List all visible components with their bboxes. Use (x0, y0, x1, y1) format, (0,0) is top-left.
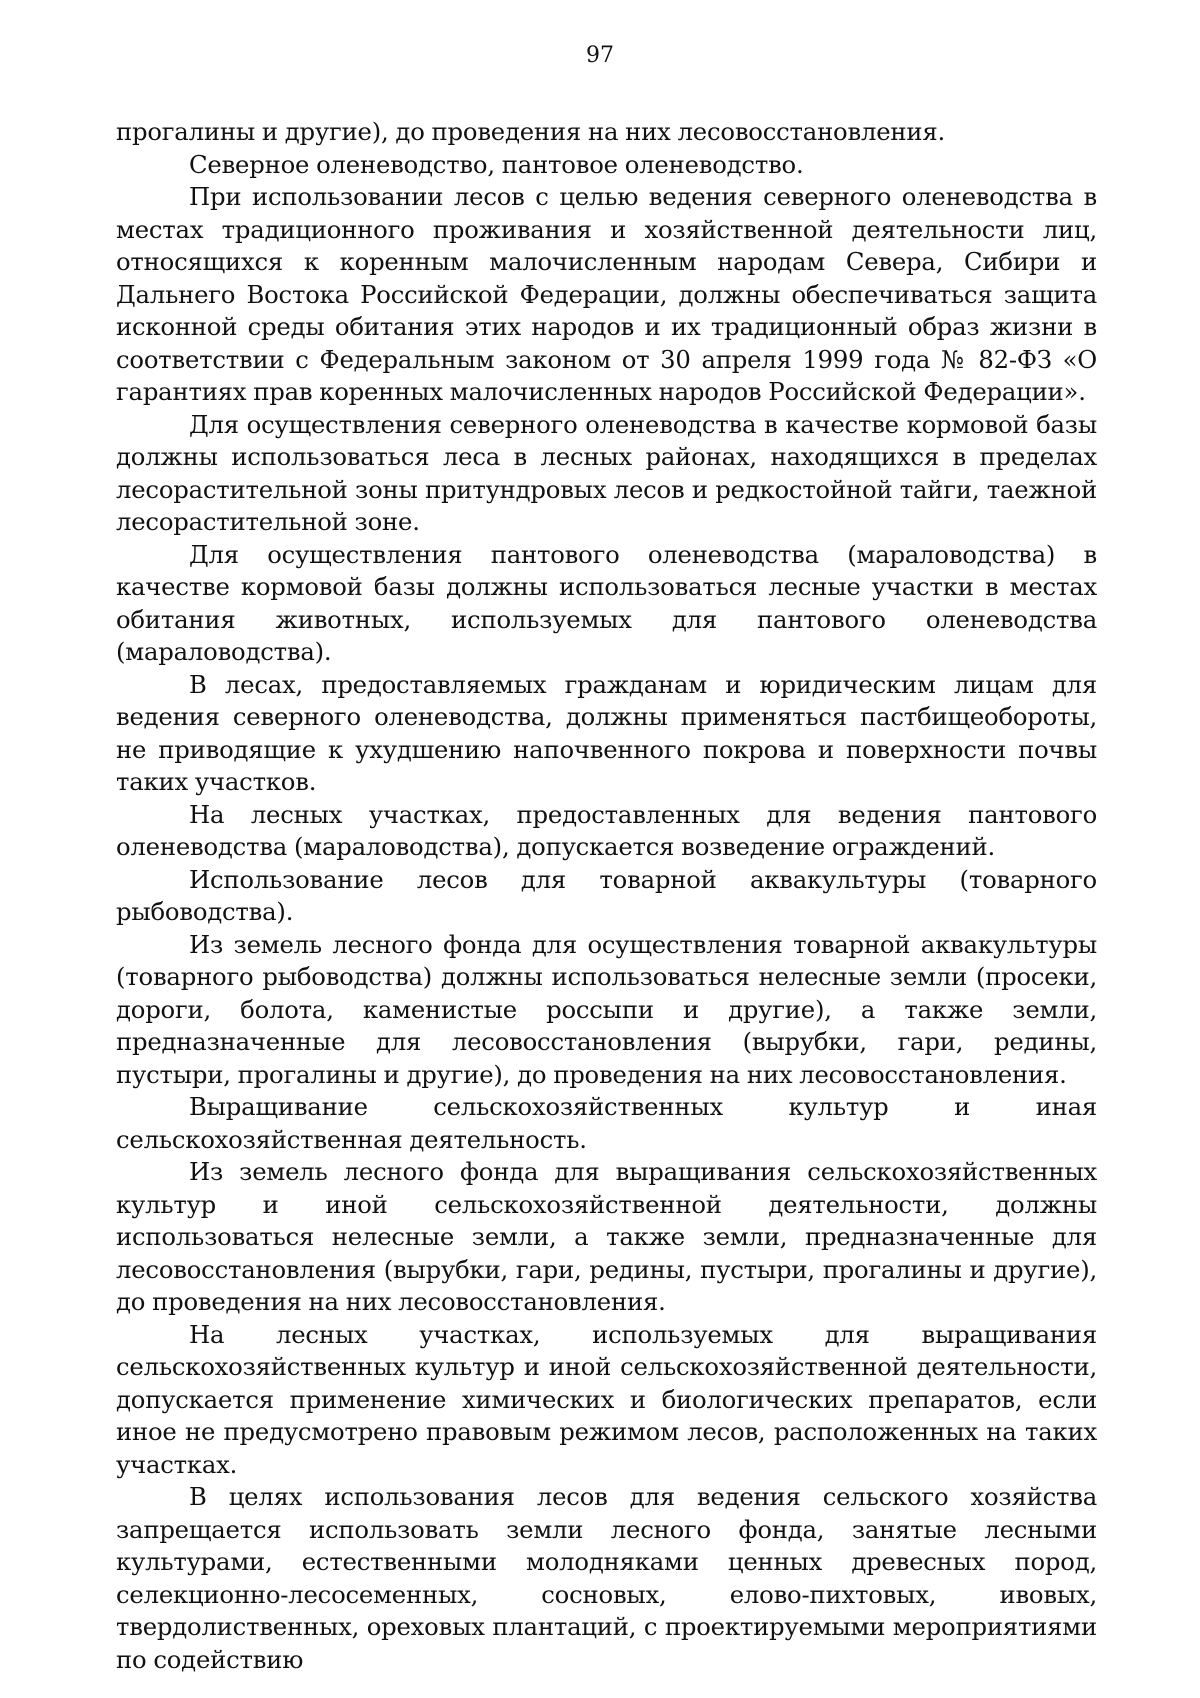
paragraph: Северное оленеводство, пантовое оленеводство. (189, 149, 804, 179)
paragraph: Из земель лесного фонда для осуществления товарной аквакультуры (товарного рыбоводства) должны использоваться нелесные земли (просеки, дороги, болота, каменистые россыпи и другие), а также земли, предназначенные для лесовосстановления (вырубки, гари, редины, пустыри, прогалины и другие), до проведения на них лесовосстановления. (116, 929, 1097, 1089)
paragraph: Из земель лесного фонда для выращивания сельскохозяйственных культур и иной сельскохозяйственной деятельности, должны использоваться нелесные земли, а также земли, предназначенные для лесовосстановления (вырубки, гари, редины, пустыри, прогалины и другие), до проведения на них лесовосстановления. (116, 1157, 1097, 1316)
paragraph: При использовании лесов с целью ведения северного оленеводства в местах традиционного проживания и хозяйственной деятельности лиц, относящихся к коренным малочисленным народам Севера, Сибири и Дальнего Востока Российской Федерации, должны обеспечиваться защита исконной среды обитания этих народов и их традиционный образ жизни в соответствии с Федеральным законом от 30 апреля 1999 года № 82-ФЗ «О гарантиях прав коренных малочисленных народов Российской Федерации». (116, 182, 1097, 406)
paragraph: прогалины и другие), до проведения на них лесовосстановления. (116, 117, 946, 146)
paragraph: Для осуществления пантового оленеводства (мараловодства) в качестве кормовой базы должны использоваться лесные участки в местах обитания животных, используемых для пантового оленеводства (мараловодства). (116, 539, 1097, 666)
paragraph: В целях использования лесов для ведения сельского хозяйства запрещается использовать земли лесного фонда, занятые лесными культурами, естественными молодняками ценных древесных пород, селекционно-лесосеменных, сосновых, елово-пихтовых, ивовых, твердолиственных, ореховых плантаций, с проектируемыми мероприятиями по содействию (116, 1482, 1097, 1674)
section-heading: Выращивание сельскохозяйственных культур и иная сельскохозяйственная деятельность. (116, 1092, 1097, 1154)
page-body (116, 116, 1097, 1676)
section-heading: Использование лесов для товарной аквакультуры (товарного рыбоводства). (116, 864, 1097, 926)
paragraph: На лесных участках, используемых для выращивания сельскохозяйственных культур и иной сельскохозяйственной деятельности, допускается применение химических и биологических препаратов, если иное не предусмотрено правовым режимом лесов, расположенных на таких участках. (116, 1319, 1097, 1479)
paragraph: На лесных участках, предоставленных для ведения пантового оленеводства (мараловодства), допускается возведение ограждений. (116, 799, 1097, 861)
paragraph: В лесах, предоставляемых гражданам и юридическим лицам для ведения северного оленеводства, должны применяться пастбищеобороты, не приводящие к ухудшению напочвенного покрова и поверхности почвы таких участков. (116, 669, 1097, 796)
page-number: 97 (586, 43, 614, 68)
paragraph: Для осуществления северного оленеводства в качестве кормовой базы должны использоваться леса в лесных районах, находящихся в пределах лесорастительной зоны притундровых лесов и редкостойной тайги, таежной лесорастительной зоне. (116, 409, 1097, 536)
